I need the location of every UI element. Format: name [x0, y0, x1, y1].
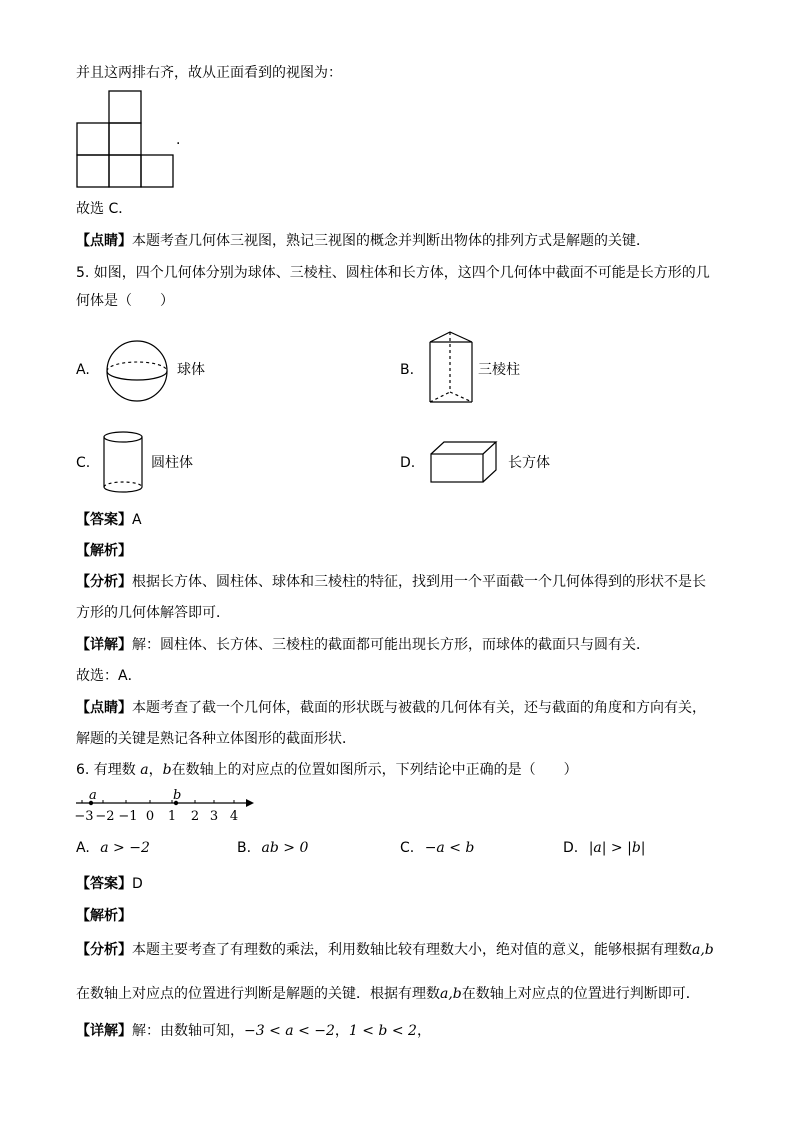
xiangjie-label: 【详解】 [76, 637, 132, 653]
q6-stem-post: 在数轴上的对应点的位置如图所示，下列结论中正确的是（ ） [171, 762, 578, 778]
q6-fenxi-line1 [76, 941, 714, 959]
q6-option-a-letter: A. [76, 840, 90, 856]
q5-option-c-name: 圆柱体 [151, 455, 193, 471]
q6-var-b: b [162, 762, 172, 778]
q5-option-a-letter: A. [76, 362, 90, 378]
triangular-prism-icon [428, 330, 476, 406]
q5-fenxi-text1: 根据长方体、圆柱体、球体和三棱柱的特征，找到用一个平面截一个几何体得到的形状不是长 [132, 574, 706, 590]
q5-dianjing-line2: 解题的关键是熟记各种立体图形的截面形状． [76, 731, 356, 747]
answer-label: 【答案】 [76, 512, 132, 528]
q6-option-b [237, 839, 308, 857]
q5-option-b-name: 三棱柱 [478, 362, 520, 378]
tick-label: 3 [209, 809, 219, 824]
q6-fenxi-text2-post: 在数轴上对应点的位置进行判断即可． [461, 986, 700, 1002]
q6-option-b-letter: B. [237, 840, 252, 856]
period-mark: . [176, 132, 181, 148]
q5-xiangjie-text: 解：圆柱体、长方体、三棱柱的截面都可能出现长方形，而球体的截面只与圆有关． [132, 637, 650, 653]
choice-c-text: 故选 C． [76, 201, 133, 217]
fenxi-label: 【分析】 [76, 574, 132, 590]
q5-xiangjie [76, 636, 650, 654]
q6-xiangjie [76, 1022, 431, 1040]
q6-option-c-expr: −a < b [424, 840, 475, 856]
q6-xiangjie-expr2: 1 < b < 2 [348, 1023, 417, 1039]
intro-text: 并且这两排右齐，故从正面看到的视图为： [76, 65, 342, 81]
q6-fenxi-text2-pre: 在数轴上对应点的位置进行判断是解题的关键．根据有理数 [76, 986, 440, 1002]
q6-option-c [400, 839, 474, 857]
number-line-diagram [74, 787, 264, 825]
q6-jiexi-label: 【解析】 [76, 908, 132, 924]
front-view-diagram [76, 90, 186, 190]
q5-choice: 故选：A． [76, 668, 142, 684]
q6-fenxi-line2 [76, 985, 700, 1003]
q6-fenxi-var2: a,b [440, 986, 462, 1002]
q5-stem-line1: 5. 如图，四个几何体分别为球体、三棱柱、圆柱体和长方体，这四个几何体中截面不可能是长方形的几 [76, 265, 710, 281]
q5-option-b-letter: B. [400, 362, 415, 378]
tick-label: 0 [145, 809, 155, 824]
q6-option-d-expr: |a| > |b| [588, 840, 646, 856]
tick-label: −1 [118, 809, 138, 824]
q6-fenxi-text1: 本题主要考查了有理数的乘法，利用数轴比较有理数大小，绝对值的意义，能够根据有理数 [132, 942, 692, 958]
q5-answer-value: A [132, 512, 142, 528]
q5-option-a-name: 球体 [177, 362, 205, 378]
tick-label: 4 [229, 809, 239, 824]
point-b-label: b [173, 788, 182, 803]
fenxi-label: 【分析】 [76, 942, 132, 958]
q5-option-c-letter: C. [76, 455, 91, 471]
q6-option-a [76, 839, 150, 857]
dianjing-q4-text: 本题考查几何体三视图，熟记三视图的概念并判断出物体的排列方式是解题的关键． [132, 233, 650, 249]
tick-label: 2 [190, 809, 200, 824]
q6-fenxi-var1: a,b [692, 942, 714, 958]
tick-label: −2 [95, 809, 115, 824]
dianjing-label: 【点睛】 [76, 700, 132, 716]
cuboid-icon [430, 440, 498, 484]
xiangjie-label: 【详解】 [76, 1023, 132, 1039]
q5-answer [76, 511, 142, 529]
q5-dianjing-text1: 本题考查了截一个几何体，截面的形状既与被截的几何体有关，还与截面的角度和方向有关， [132, 700, 706, 716]
q5-stem-line2: 何体是（ ） [76, 293, 174, 309]
q5-jiexi-label: 【解析】 [76, 543, 132, 559]
q6-stem-pre: 6. 有理数 [76, 762, 136, 778]
q5-option-d-name: 长方体 [508, 455, 550, 471]
q6-answer [76, 875, 143, 893]
sphere-icon [104, 338, 170, 404]
q5-fenxi-line1 [76, 573, 706, 591]
tick-label: −3 [74, 809, 94, 824]
q6-option-a-expr: a > −2 [100, 840, 150, 856]
dianjing-q4 [76, 232, 650, 250]
q6-answer-value: D [132, 876, 143, 892]
dianjing-label: 【点睛】 [76, 233, 132, 249]
q5-fenxi-line2: 方形的几何体解答即可． [76, 605, 230, 621]
q6-var-a: a [140, 762, 149, 778]
q6-xiangjie-expr1: −3 < a < −2 [244, 1023, 335, 1039]
answer-label: 【答案】 [76, 876, 132, 892]
q6-option-d-letter: D. [563, 840, 579, 856]
q6-xiangjie-pre: 解：由数轴可知， [132, 1023, 244, 1039]
q5-dianjing-line1 [76, 699, 706, 717]
point-a-label: a [89, 788, 97, 803]
tick-label: 1 [167, 809, 177, 824]
q6-xiangjie-end: ， [416, 1023, 431, 1039]
q6-option-d [563, 839, 646, 857]
q6-option-c-letter: C. [400, 840, 415, 856]
q6-xiangjie-sep: ， [334, 1023, 349, 1039]
q6-comma: ， [148, 762, 163, 778]
q5-option-d-letter: D. [400, 455, 416, 471]
cylinder-icon [102, 430, 144, 496]
q6-option-b-expr: ab > 0 [261, 840, 309, 856]
q6-stem [76, 761, 578, 779]
